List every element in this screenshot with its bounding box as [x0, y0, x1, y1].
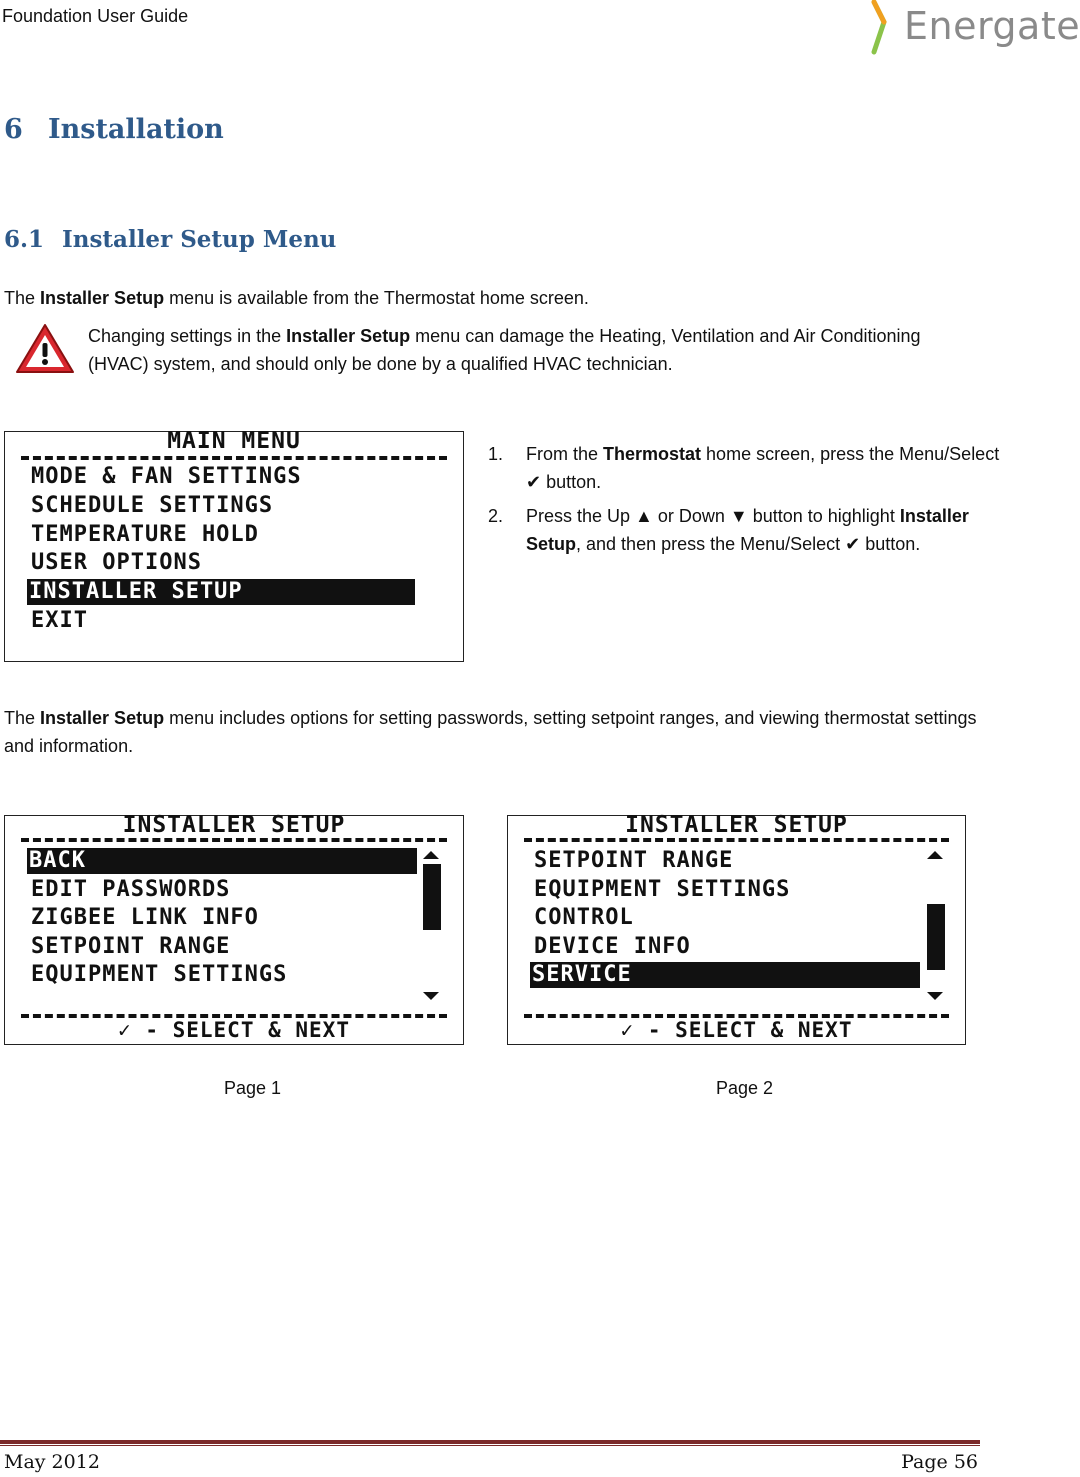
step-number: 1. — [488, 444, 504, 464]
menu-item: SETPOINT RANGE — [31, 934, 231, 959]
menu-item-selected: BACK — [27, 848, 417, 874]
menu-item: TEMPERATURE HOLD — [31, 522, 259, 547]
logo-chevron-icon — [868, 0, 908, 56]
subsection-title: Installer Setup Menu — [62, 226, 337, 253]
scrollbar-thumb — [927, 904, 945, 970]
warning-text-start: Changing settings in the — [88, 326, 287, 346]
menu-item: USER OPTIONS — [31, 550, 202, 575]
desc-text: The — [4, 708, 41, 728]
setup-footer: ✓ - SELECT & NEXT — [118, 1018, 350, 1042]
installer-setup-page1-screen — [4, 812, 464, 1045]
steps-list — [488, 440, 1008, 564]
menu-item-selected: SERVICE — [530, 962, 920, 988]
desc-bold: Installer Setup — [40, 708, 165, 728]
menu-item: EQUIPMENT SETTINGS — [31, 962, 288, 987]
logo-text: Energate — [904, 4, 1080, 48]
footer-page-number: Page 56 — [901, 1451, 978, 1473]
menu-item-selected: INSTALLER SETUP — [27, 579, 415, 605]
setup-title: INSTALLER SETUP — [122, 812, 346, 838]
main-menu-title: MAIN MENU — [167, 428, 301, 454]
subsection-number: 6.1 — [4, 226, 45, 253]
warning-bold: Installer Setup — [286, 326, 411, 346]
scrollbar-thumb — [423, 864, 441, 930]
menu-item: CONTROL — [534, 905, 634, 930]
step-item — [488, 502, 1008, 558]
intro-text: The — [4, 288, 41, 308]
step-number: 2. — [488, 506, 504, 526]
intro-bold: Installer Setup — [40, 288, 165, 308]
section-title: Installation — [48, 114, 224, 145]
warning-icon — [14, 322, 76, 376]
menu-item: EDIT PASSWORDS — [31, 877, 231, 902]
document-title: Foundation User Guide — [2, 6, 189, 26]
subsection-heading — [4, 226, 336, 253]
menu-item: SCHEDULE SETTINGS — [31, 493, 274, 518]
menu-item: SETPOINT RANGE — [534, 848, 734, 873]
lcd-divider — [21, 456, 447, 460]
step-text: home screen, press the Menu/Select ✔ button. — [526, 444, 1000, 492]
intro-text-end: menu is available from the Thermostat home screen. — [164, 288, 589, 308]
menu-item: ZIGBEE LINK INFO — [31, 905, 259, 930]
caption-page1: Page 1 — [224, 1078, 282, 1098]
footer-rule — [0, 1440, 980, 1444]
warning-text-end: menu can damage the Heating, Ventilation and Air Conditioning (HVAC) system, and should only be done by a qualified HVAC technician. — [88, 326, 921, 374]
footer-rule-thin — [0, 1445, 980, 1446]
menu-item: EXIT — [31, 608, 88, 633]
lcd-divider — [524, 838, 949, 842]
step-item — [488, 440, 1008, 496]
menu-item: DEVICE INFO — [534, 934, 691, 959]
step-text: From the — [526, 444, 604, 464]
step-bold: Thermostat — [603, 444, 702, 464]
footer-date: May 2012 — [4, 1451, 100, 1473]
setup-footer: ✓ - SELECT & NEXT — [620, 1018, 853, 1042]
scroll-down-icon — [423, 992, 439, 1000]
caption-page2: Page 2 — [716, 1078, 774, 1098]
setup-title: INSTALLER SETUP — [625, 812, 848, 838]
desc-text-end: menu includes options for setting passwords, setting setpoint ranges, and viewing thermostat settings and information. — [4, 708, 977, 756]
scroll-down-icon — [927, 992, 943, 1000]
installer-setup-page2-screen — [507, 812, 966, 1045]
energate-logo — [868, 0, 1080, 56]
step-bold: Installer Setup — [526, 506, 969, 554]
section-heading — [4, 114, 224, 145]
description-paragraph — [4, 704, 1004, 760]
step-text: Press the Up ▲ or Down ▼ button to highlight — [526, 506, 900, 526]
menu-item: MODE & FAN SETTINGS — [31, 464, 302, 489]
intro-paragraph — [4, 284, 1004, 312]
warning-text — [88, 322, 968, 378]
lcd-divider — [21, 838, 447, 842]
main-menu-screen — [4, 428, 464, 662]
section-number: 6 — [4, 114, 23, 145]
menu-item: EQUIPMENT SETTINGS — [534, 877, 791, 902]
scroll-up-icon — [423, 851, 439, 859]
step-text: , and then press the Menu/Select ✔ button. — [576, 534, 921, 554]
scroll-up-icon — [927, 851, 943, 859]
